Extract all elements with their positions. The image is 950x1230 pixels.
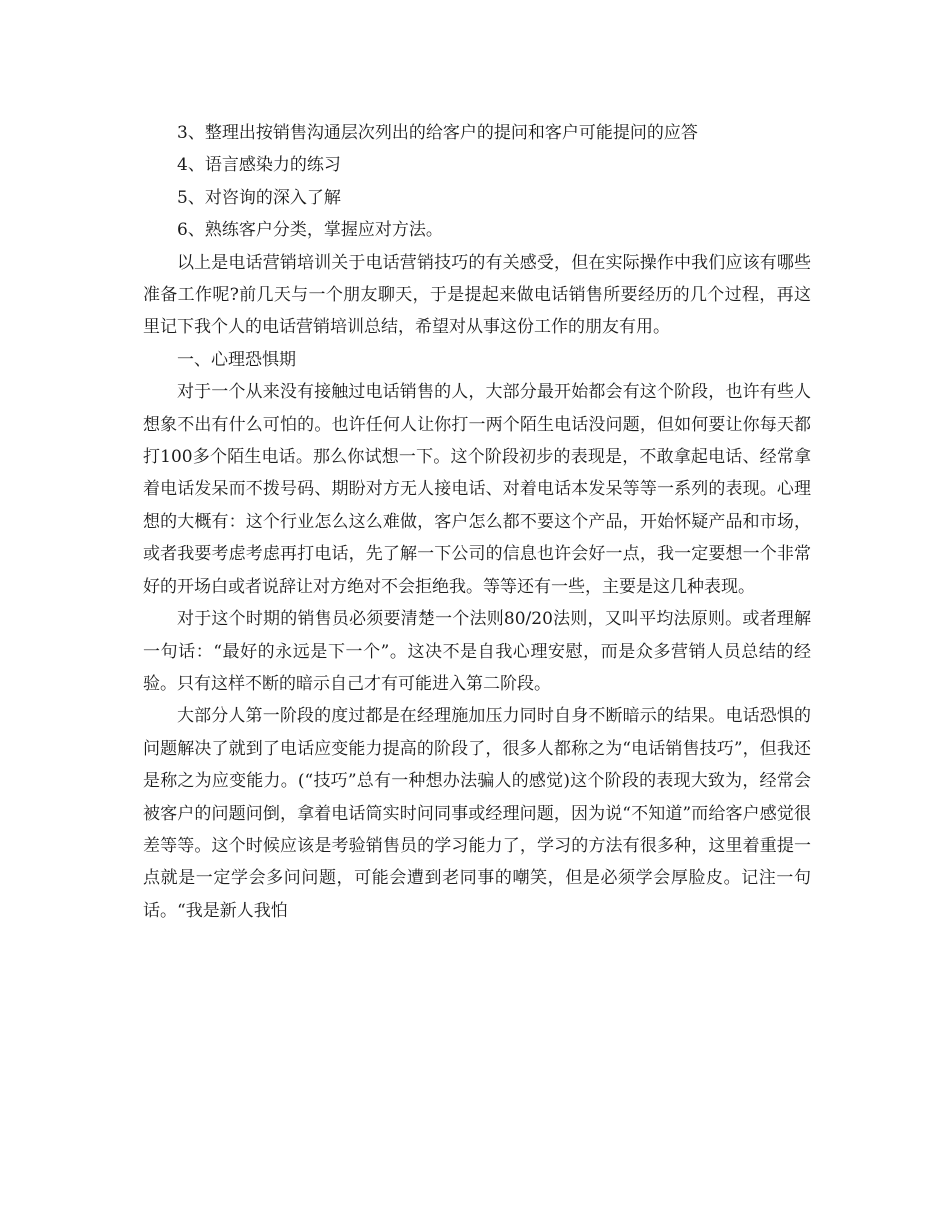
list-item-5: 5、对咨询的深入了解 [177, 187, 341, 208]
list-item-3: 3、整理出按销售沟通层次列出的给客户的提问和客户可能提问的应答 [177, 123, 698, 143]
document-body [143, 117, 811, 927]
section-heading: 一、心理恐惧期 [177, 349, 296, 370]
body-paragraph: 对于这个时期的销售员必须要清楚一个法则80/20法则，又叫平均法原则。或者理解一句话：“最好的永远是下一个”。这决不是自我心理安慰，而是众多营销人员总结的经验。只有这样不断的暗示自己才有可能进入第二阶段。 [143, 609, 811, 694]
body-paragraph: 以上是电话营销培训关于电话营销技巧的有关感受，但在实际操作中我们应该有哪些准备工作呢?前几天与一个朋友聊天，于是提起来做电话销售所要经历的几个过程，再这里记下我个人的电话营销培训总结，希望对从事这份工作的朋友有用。 [143, 252, 811, 338]
body-paragraph: 对于一个从来没有接触过电话销售的人，大部分最开始都会有这个阶段，也许有些人想象不出有什么可怕的。也许任何人让你打一两个陌生电话没问题，但如何要让你每天都打100多个陌生电话。那么你试想一下。这个阶段初步的表现是，不敢拿起电话、经常拿着电话发呆而不拨号码、期盼对方无人接电话、对着电话本发呆等等一系列的表现。心理想的大概有：这个行业怎么这么难做，客户怎么都不要这个产品，开始怀疑产品和市场，或者我要考虑考虑再打电话，先了解一下公司的信息也许会好一点，我一定要想一个非常好的开场白或者说辞让对方绝对不会拒绝我。等等还有一些，主要是这几种表现。 [143, 382, 811, 597]
list-item-4: 4、语言感染力的练习 [177, 155, 341, 176]
list-item-6: 6、熟练客户分类，掌握应对方法。 [177, 220, 443, 241]
body-paragraph: 大部分人第一阶段的度过都是在经理施加压力同时自身不断暗示的结果。电话恐惧的问题解决了就到了电话应变能力提高的阶段了，很多人都称之为“电话销售技巧”，但我还是称之为应变能力。(“技巧”总有一种想办法骗人的感觉)这个阶段的表现大致为，经常会被客户的问题问倒，拿着电话筒实时问同事或经理问题，因为说“不知道”而给客户感觉很差等等。这个时候应该是考验销售员的学习能力了，学习的方法有很多种，这里着重提一点就是一定学会多问问题，可能会遭到老同事的嘲笑，但是必须学会厚脸皮。记注一句话。“我是新人我怕 [143, 706, 811, 921]
